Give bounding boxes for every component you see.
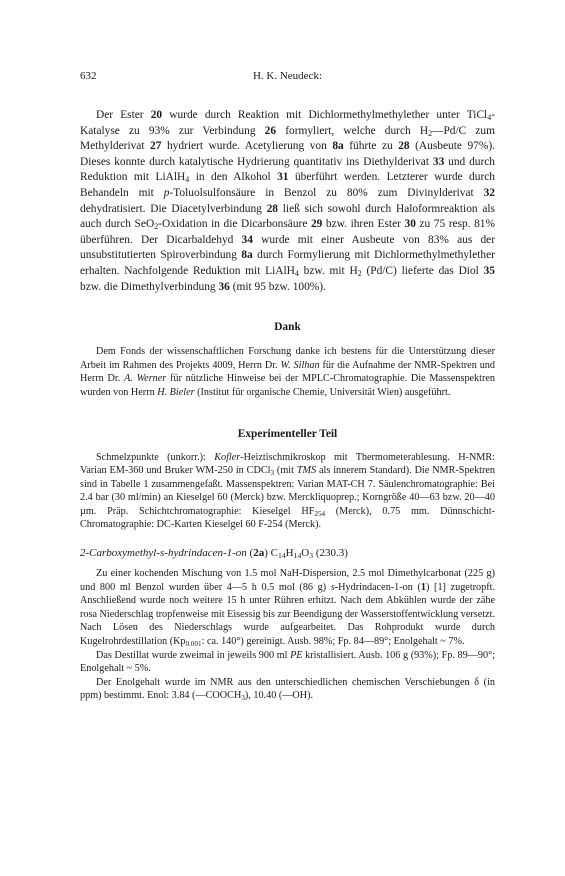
running-head: H. K. Neudeck:: [252, 70, 323, 82]
experimental-paragraph: Schmelzpunkte (unkorr.): Kofler-Heiztischmikroskop mit Thermometerablesung. H-NMR: Varian EM-360 und Bruker WM-250 in CDCl$_3$ (mit TMS als innerem Standard). Die NMR-Spektren sind in Tabelle 1 zusammengefaßt. Massenspektren: Varian MAT-CH 7. Säulenchromatographie: Bei 2.4 bar (30 ml/min) an Kieselgel 60 (Merck) bzw. Merckliquoprep.; Korngröße 40—63 bzw. 20—40 µm. Präp. Schichtchromatographie: Kieselgel $HF_{254}$ (Merck), 0.75 mm. Dünnschicht-Chromatographie: DC-Karten Kieselgel 60 F-254 (Merck).: [80, 451, 496, 531]
acknowledgement-section: [80, 345, 495, 399]
procedure-paragraph: Das Destillat wurde zweimal in jeweils 900 ml PE kristallisiert. Ausb. 106 g (93%); Fp. 89—90°; Enolgehalt ~ 5%.: [80, 649, 495, 675]
procedure-paragraph: Zu einer kochenden Mischung von 1.5 mol NaH-Dispersion, 2.5 mol Dimethylcarbonat (225 g) und 800 ml Benzol wurden über 4—5 h 0.5 mol (86 g) s-Hydrindacen-1-on (1) [1] zugetropft. Anschließend wurde noch weitere 15 h unter Rühren erhitzt. Nach dem Abkühlen wurde der zähe rosa Niederschlag tropfenweise mit Eisessig bis zur Beendigung der Wasserstoffentwicklung versetzt. Nach Lösen des Niederschlags wurde aufgearbeitet. Das Rohprodukt wurde durch Kugelrohrdestillation ($Kp_{0.001}$: ca. 140°) gereinigt. Ausb. 98%; Fp. 84—89°; Enolgehalt ~ 7%.: [80, 568, 495, 648]
acknowledgement-heading: Dank: [274, 321, 301, 334]
page-number: 632: [80, 70, 97, 82]
experimental-heading: Experimenteller Teil: [237, 427, 338, 440]
results-section: [80, 108, 495, 295]
page-header: [80, 70, 495, 86]
results-paragraph: Der Ester 20 wurde durch Reaktion mit Dichlormethylmethylether unter TiCl$_4$-Katalyse zu 93% zur Verbindung 26 formyliert, welche durch $H_2—Pd/C$ zum Methylderivat 27 hydriert wurde. Acetylierung von 8a führte zu 28 (Ausbeute 97%). Dieses konnte durch katalytische Hydrierung quantitativ ins Diethylderivat 33 und durch Reduktion mit LiAlH$_4$ in den Alkohol 31 überführt werden. Letzterer wurde durch Behandeln mit p-Toluolsulfonsäure in Benzol zu 80% zum Divinylderivat 32 dehydratisiert. Die Diacetylverbindung 28 ließ sich sowohl durch Haloformreaktion als auch durch SeO$_2$-Oxidation in die Dicarbonsäure 29 bzw. ihren Ester 30 zu 75 resp. 81% überführen. Der Dicarbaldehyd 34 wurde mit einer Ausbeute von 83% aus der unsubstitutierten Spiroverbindung 8a durch Formylierung mit Dichlormethylmethylether erhalten. Nachfolgende Reduktion mit LiAlH$_4$ bzw. mit $H_2$ (Pd/C) lieferte das Diol 35 bzw. die Dimethylverbindung 36 (mit 95 bzw. 100%).: [80, 109, 496, 293]
acknowledgement-paragraph: Dem Fonds der wissenschaftlichen Forschung danke ich bestens für die Unterstützung dieser Arbeit im Rahmen des Projekts 4009, Herrn Dr. W. Silhan für die Aufnahme der NMR-Spektren und Herrn Dr. A. Werner für nützliche Hinweise bei der MPLC-Chromatographie. Die Massenspektren wurden von Herrn H. Bieler (Institut für organische Chemie, Universität Wien) ausgeführt.: [80, 346, 495, 398]
experimental-section: [80, 451, 495, 533]
compound-title: 2-Carboxymethyl-s-hydrindacen-1-on (2a) $C_{14}H_{14}O_3$ (230.3): [80, 547, 348, 560]
procedure-paragraph: Der Enolgehalt wurde im NMR aus den unterschiedlichen chemischen Verschiebungen δ (in ppm) bestimmt. Enol: 3.84 $(—COOCH_3)$, 10.40 (—OH).: [80, 676, 495, 703]
compound-procedure: [80, 567, 495, 703]
journal-page: [80, 70, 495, 703]
